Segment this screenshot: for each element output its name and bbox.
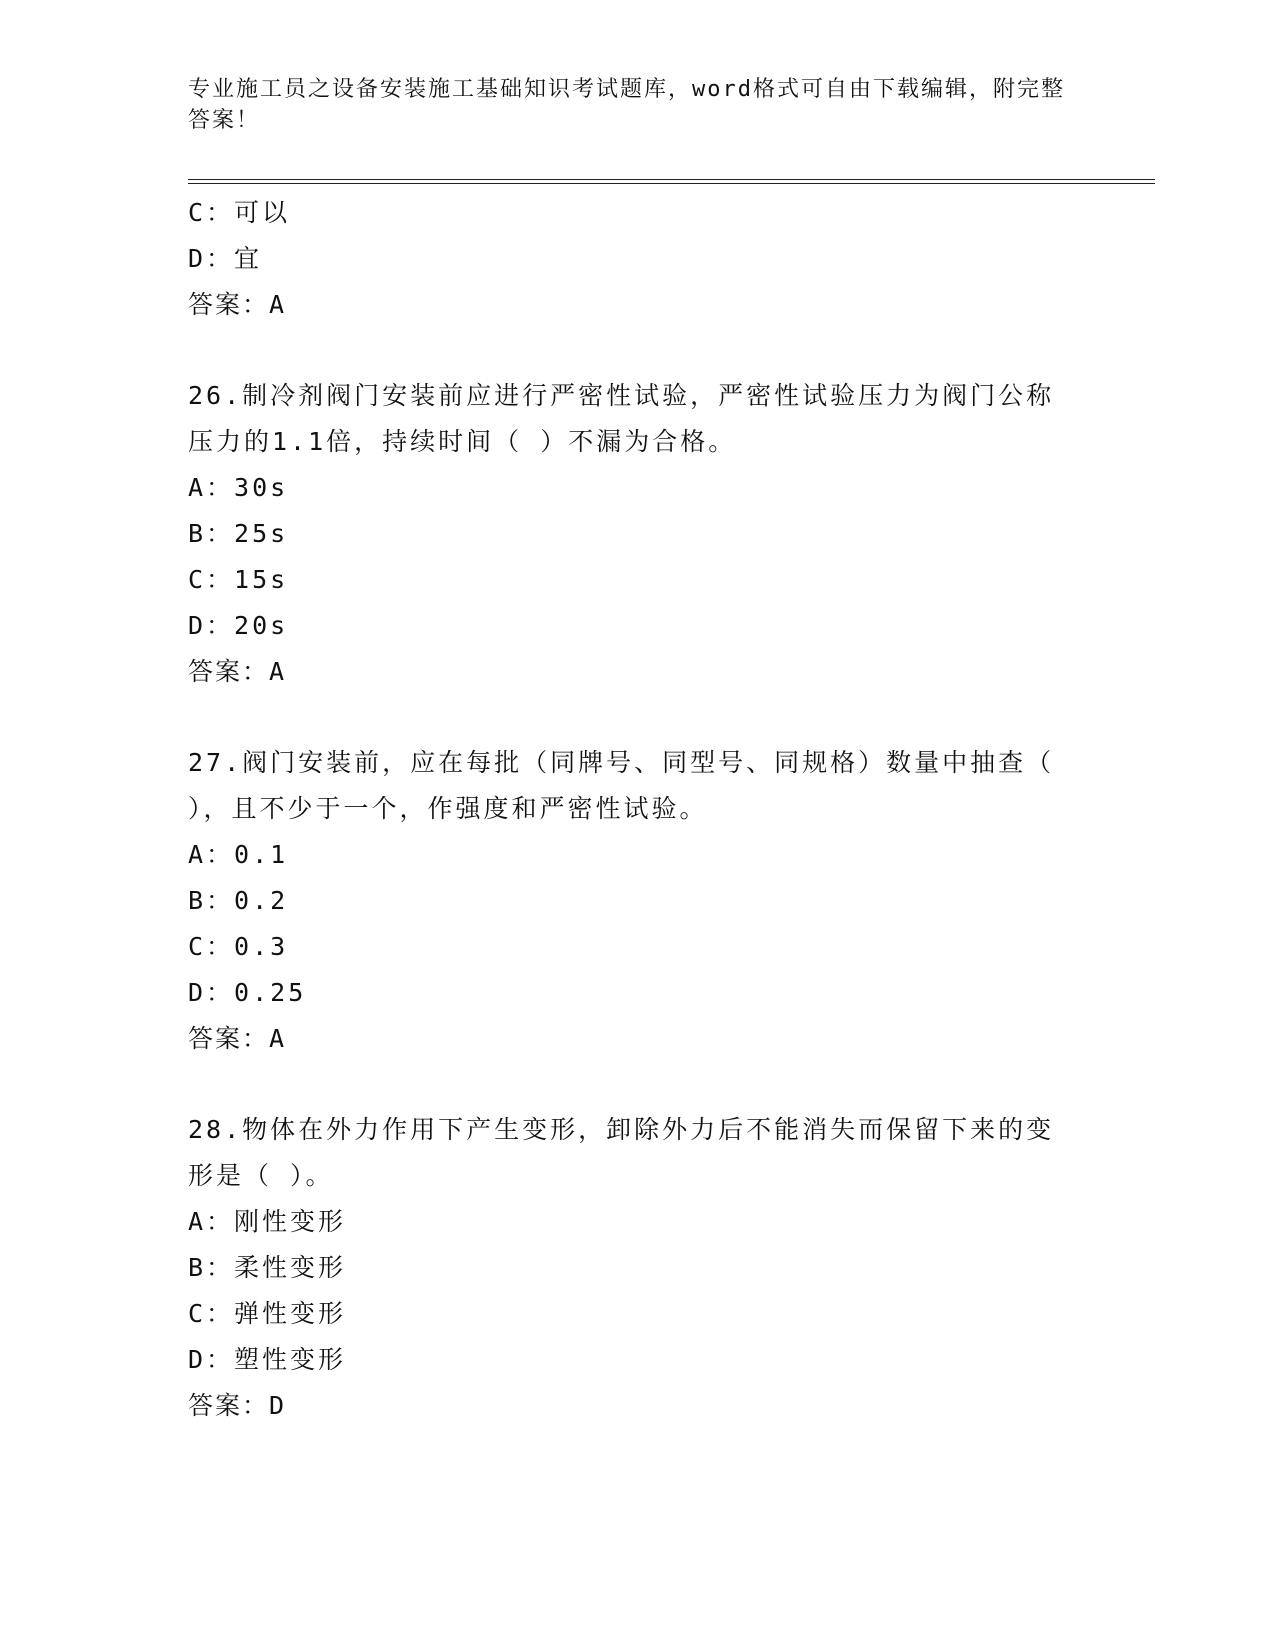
option-c: C：0.3 <box>188 932 289 961</box>
question-text: ），且不少于一个，作强度和严密性试验。 <box>188 794 708 823</box>
question-list <box>188 190 1088 1429</box>
spacer <box>188 328 1088 373</box>
option-b: B：0.2 <box>188 886 289 915</box>
answer-line: 答案：A <box>188 290 287 319</box>
spacer <box>188 695 1088 740</box>
question-26 <box>188 373 1088 695</box>
question-text: 27.阀门安装前，应在每批（同牌号、同型号、同规格）数量中抽查（ <box>188 748 1055 777</box>
option-d: D：0.25 <box>188 978 307 1007</box>
question-text: 28.物体在外力作用下产生变形，卸除外力后不能消失而保留下来的变 <box>188 1115 1055 1144</box>
answer-line: 答案：A <box>188 657 287 686</box>
option-b: B：柔性变形 <box>188 1253 347 1282</box>
question-28 <box>188 1107 1088 1429</box>
header-divider-top <box>188 179 1155 180</box>
option-a: A：0.1 <box>188 840 289 869</box>
header-divider-bottom <box>188 183 1155 184</box>
spacer <box>188 1062 1088 1107</box>
option-b: B：25s <box>188 519 289 548</box>
question-text: 压力的1.1倍，持续时间（ ）不漏为合格。 <box>188 427 737 456</box>
option-a: A：30s <box>188 473 289 502</box>
option-c: C：弹性变形 <box>188 1299 347 1328</box>
option-d: D：塑性变形 <box>188 1345 347 1374</box>
option-c: C：可以 <box>188 198 291 227</box>
answer-line: 答案：D <box>188 1391 287 1420</box>
option-d: D：20s <box>188 611 289 640</box>
option-d: D：宜 <box>188 244 263 273</box>
option-a: A：刚性变形 <box>188 1207 347 1236</box>
question-text: 形是（ ）。 <box>188 1161 334 1190</box>
question-text: 26.制冷剂阀门安装前应进行严密性试验，严密性试验压力为阀门公称 <box>188 381 1055 410</box>
answer-line: 答案：A <box>188 1024 287 1053</box>
question-27 <box>188 740 1088 1062</box>
partial-question <box>188 190 1088 328</box>
option-c: C：15s <box>188 565 289 594</box>
document-header: 专业施工员之设备安装施工基础知识考试题库，word格式可自由下载编辑，附完整答案！ <box>188 77 1065 133</box>
